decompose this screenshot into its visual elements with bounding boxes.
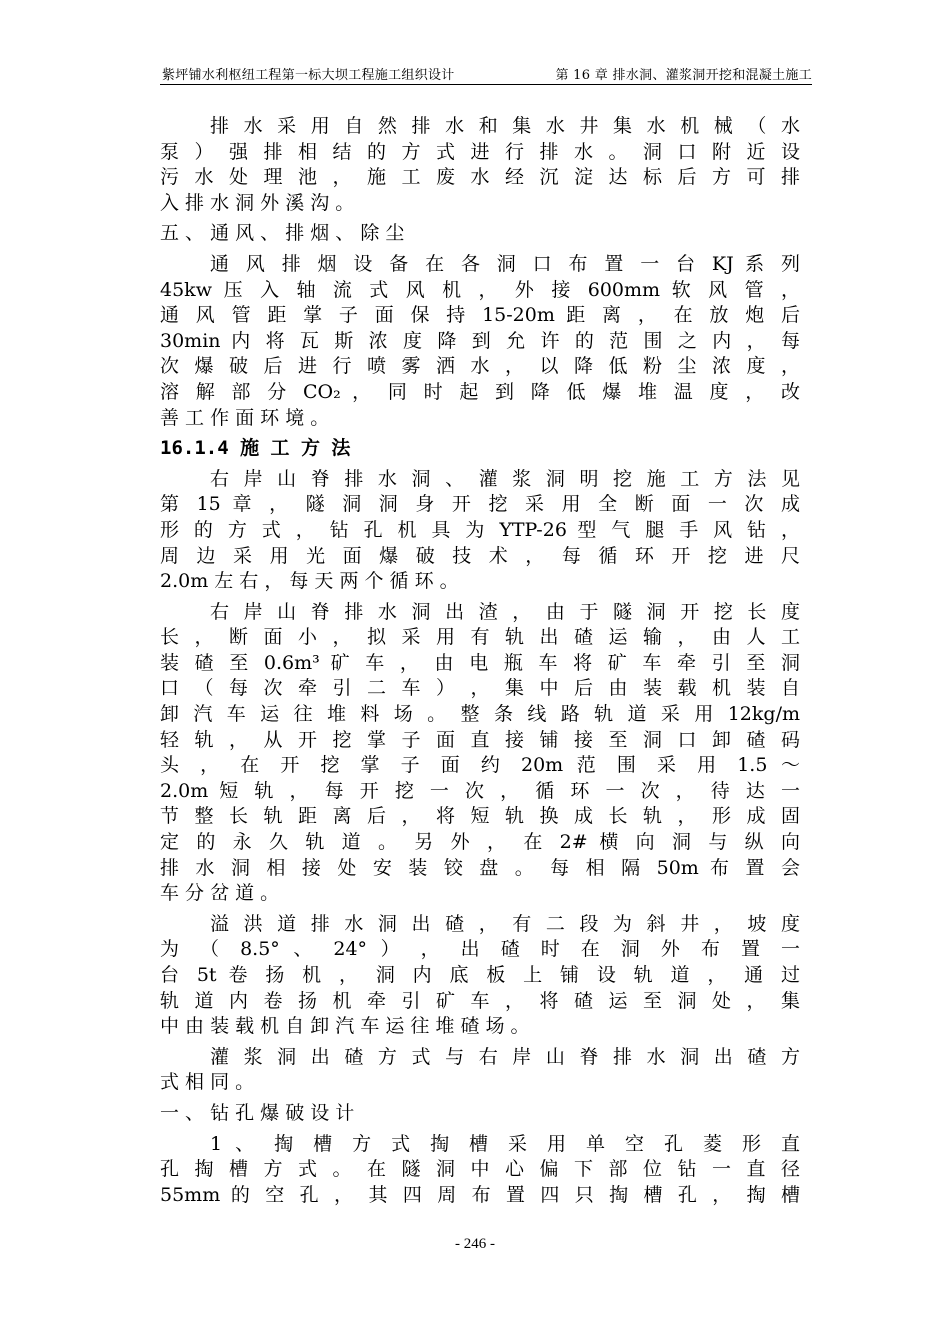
text-line: 中 由 装 载 机 自 卸 汽 车 运 往 堆 碴 场 。: [160, 1015, 530, 1038]
text-line: 轨 道 内 卷 扬 机 牵 引 矿 车 ， 将 碴 运 至 洞 处 ， 集: [160, 989, 800, 1012]
text-line: 16.1.4 施 工 方 法: [160, 437, 351, 460]
page-number: - 246 -: [455, 1236, 495, 1252]
text-line: 45kw 压 入 轴 流 式 风 机 ， 外 接 600mm 软 风 管 ，: [160, 278, 800, 301]
header-document-title: 紫坪铺水利枢纽工程第一标大坝工程施工组织设计: [162, 68, 455, 83]
paragraph-cut-method: [160, 1132, 800, 1209]
text-line: 次 爆 破 后 进 行 喷 雾 洒 水 ， 以 降 低 粉 尘 浓 度 ，: [160, 355, 800, 378]
text-line: 节 整 长 轨 距 离 后 ， 将 短 轨 换 成 长 轨 ， 形 成 固: [160, 805, 800, 828]
text-line: 五 、 通 风 、 排 烟 、 除 尘: [160, 222, 405, 245]
text-line: 2.0m 短 轨 ， 每 开 挖 一 次 ， 循 环 一 次 ， 待 达 一: [160, 779, 800, 802]
text-line: 头 ， 在 开 挖 掌 子 面 约 20m 范 围 采 用 1.5 ～: [160, 754, 800, 777]
text-line: 长 ， 断 面 小 ， 拟 采 用 有 轨 出 碴 运 输 ， 由 人 工: [160, 626, 800, 649]
page-body: [160, 114, 800, 1213]
text-line: 30min 内 将 瓦 斯 浓 度 降 到 允 许 的 范 围 之 内 ， 每: [160, 329, 800, 352]
section-heading-ventilation: [160, 221, 800, 247]
text-line: 55mm 的 空 孔 ， 其 四 周 布 置 四 只 掏 槽 孔 ， 掏 槽: [160, 1183, 800, 1206]
text-line: 右 岸 山 脊 排 水 洞 出 渣 ， 由 于 隧 洞 开 挖 长 度: [210, 600, 800, 623]
text-line: 装 碴 至 0.6m³ 矿 车 ， 由 电 瓶 车 将 矿 车 牵 引 至 洞: [160, 651, 800, 674]
text-line: 灌 浆 洞 出 碴 方 式 与 右 岸 山 脊 排 水 洞 出 碴 方: [210, 1045, 800, 1068]
text-line: 第 15 章 ， 隧 洞 洞 身 开 挖 采 用 全 断 面 一 次 成: [160, 493, 800, 516]
text-line: 周 边 采 用 光 面 爆 破 技 术 ， 每 循 环 开 挖 进 尺: [160, 544, 800, 567]
paragraph-drainage: [160, 114, 800, 216]
paragraph-excavation: [160, 467, 800, 595]
text-line: 孔 掏 槽 方 式 。 在 隧 洞 中 心 偏 下 部 位 钻 一 直 径: [160, 1158, 800, 1181]
text-line: 卸 汽 车 运 往 堆 料 场 。 整 条 线 路 轨 道 采 用 12kg/m: [160, 703, 800, 726]
text-line: 定 的 永 久 轨 道 。 另 外 ， 在 2# 横 向 洞 与 纵 向: [160, 831, 800, 854]
text-line: 善 工 作 面 环 境 。: [160, 406, 330, 429]
paragraph-grouting-muck: [160, 1045, 800, 1096]
page-header: [160, 62, 812, 85]
text-line: 轻 轨 ， 从 开 挖 掌 子 面 直 接 铺 接 至 洞 口 卸 碴 码: [160, 728, 800, 751]
text-line: 通 风 管 距 掌 子 面 保 持 15-20m 距 离 ， 在 放 炮 后: [160, 304, 800, 327]
text-line: 口 （ 每 次 牵 引 二 车 ） ， 集 中 后 由 装 载 机 装 自: [160, 677, 800, 700]
paragraph-muck-removal: [160, 600, 800, 907]
paragraph-spillway-muck: [160, 912, 800, 1040]
section-heading-blasting-design: [160, 1101, 800, 1127]
text-line: 泵 ） 强 排 相 结 的 方 式 进 行 排 水 。 洞 口 附 近 设: [160, 140, 800, 163]
text-line: 溶 解 部 分 CO₂ ， 同 时 起 到 降 低 爆 堆 温 度 ， 改: [160, 380, 800, 403]
text-line: 右 岸 山 脊 排 水 洞 、 灌 浆 洞 明 挖 施 工 方 法 见: [210, 467, 800, 490]
text-line: 通 风 排 烟 设 备 在 各 洞 口 布 置 一 台 KJ 系 列: [210, 252, 800, 275]
section-heading-construction-method: [160, 436, 800, 462]
text-line: 一 、 钻 孔 爆 破 设 计: [160, 1101, 355, 1124]
text-line: 台 5t 卷 扬 机 ， 洞 内 底 板 上 铺 设 轨 道 ， 通 过: [160, 964, 800, 986]
text-line: 式 相 同 。: [160, 1071, 255, 1094]
header-chapter-title: 第 16 章 排水洞、灌浆洞开挖和混凝土施工: [555, 68, 812, 83]
text-line: 2.0m 左 右 ， 每 天 两 个 循 环 。: [160, 570, 459, 593]
paragraph-ventilation: [160, 252, 800, 431]
text-line: 为 （ 8.5° 、 24° ） ， 出 碴 时 在 洞 外 布 置 一: [160, 938, 800, 961]
text-line: 形 的 方 式 ， 钻 孔 机 具 为 YTP-26 型 气 腿 手 风 钻 ，: [160, 518, 800, 541]
text-line: 车 分 岔 道 。: [160, 882, 280, 905]
text-line: 入 排 水 洞 外 溪 沟 。: [160, 191, 355, 214]
text-line: 污 水 处 理 池 ， 施 工 废 水 经 沉 淀 达 标 后 方 可 排: [160, 166, 800, 189]
text-line: 溢 洪 道 排 水 洞 出 碴 ， 有 二 段 为 斜 井 ， 坡 度: [210, 912, 800, 935]
text-line: 1 、 掏 槽 方 式 掏 槽 采 用 单 空 孔 菱 形 直: [210, 1132, 800, 1155]
text-line: 排 水 洞 相 接 处 安 装 铰 盘 。 每 相 隔 50m 布 置 会: [160, 856, 800, 879]
text-line: 排 水 采 用 自 然 排 水 和 集 水 井 集 水 机 械 （ 水: [210, 115, 800, 137]
